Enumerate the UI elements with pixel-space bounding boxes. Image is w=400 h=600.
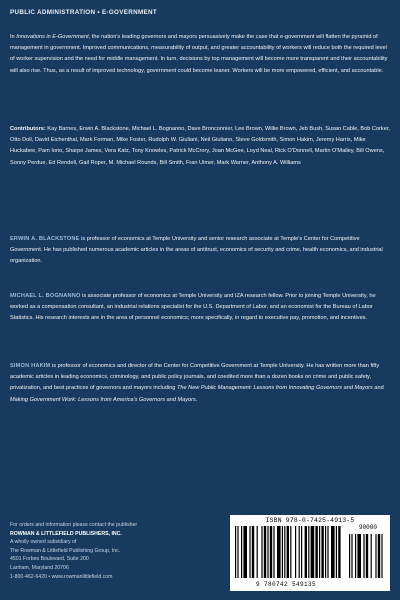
barcode-bar (321, 526, 323, 578)
bio-blackstone (10, 234, 390, 268)
addon-barcode-bars (349, 534, 383, 578)
barcode-bar (282, 526, 283, 578)
publisher-subsidiary-line: A wholly owned subsidiary of (10, 539, 77, 546)
barcode-bar (351, 534, 352, 578)
barcode-bar (299, 526, 300, 578)
bio-book-title-1: The New Public Management: Lessons from Innovating Governors and Mayors (176, 385, 373, 392)
bio-hakim (10, 361, 390, 406)
barcode-bar (375, 534, 376, 578)
barcode-bar (237, 526, 238, 578)
barcode-bar (327, 526, 328, 578)
barcode-bar (235, 526, 236, 578)
barcode-bar (381, 534, 382, 578)
bio-text: is associate professor of economics at Temple University and IZA research fellow. Prior to joining Temple University, he worked as a compensation consultant, an industrial relations specialist for the U.S. Department of Labor, and an economist for the Bureau of Labor Statistics. His research interests are in the area of personnel economics; more specifically, in regard to executive pay, promotion, and incentives. (10, 293, 376, 322)
barcode-bar (270, 526, 272, 578)
bio-end: . (195, 396, 198, 403)
barcode-bar (264, 526, 266, 578)
barcode-bar (305, 526, 307, 578)
bio-and: and (372, 385, 384, 392)
barcode-bar (241, 526, 242, 578)
barcode-bar (257, 526, 258, 578)
bio-name: ERWIN A. BLACKSTONE (10, 236, 80, 242)
bio-text: is professor of economics at Temple University and senior research associate at Temple's Center for Competitive Government. He has published numerous academic articles in the areas of antitrust, economics of security and crime, health economics, and industrial organization. (10, 236, 383, 265)
barcode-bar (277, 526, 281, 578)
barcode-box (230, 515, 390, 591)
barcode-bar (363, 534, 364, 578)
bio-bognanno (10, 291, 390, 325)
bio-name: SIMON HAKIM (10, 363, 51, 369)
intro-paragraph (10, 32, 390, 77)
barcode-addon: 90000 (358, 524, 377, 531)
barcode-bar (267, 526, 268, 578)
intro-text: , the nation's leading governors and mayors persuasively make the case that e-government will flatten the pyramid of management in government. Improved communications, measurability of output, and greater accountability of workers will reduce both the required level of worker supervision and the need for middle management. In turn, decisions by top management will become more transparent and their accountability will also rise. Thus, as a result of improved technology, government could become leaner. Workers will be more empowered, efficient, and accountable. (10, 34, 388, 74)
barcode-bar (355, 534, 356, 578)
barcode-bar (336, 526, 337, 578)
publisher-address: 4501 Forbes Boulevard, Suite 200 (10, 556, 89, 563)
barcode-bar (308, 526, 309, 578)
barcode-bar (378, 534, 380, 578)
barcode-bar (284, 526, 285, 578)
barcode-bar (243, 526, 247, 578)
contributors-names: Kay Barnes, Erwin A. Blackstone, Michael L. Bognanno, Dave Bronconnier, Lee Brown, Willie Brown, Jeb Bush, Susan Cable, Bob Corker, Otto Doll, David Eichenthal, Mark Forman, Mike Foster, Rudolph W. Giuliani, Neil Giuliano, Steve Goldsmith, Simon Hakim, Jeremy Harris, Mike Huckabee, Pam Iorio, Sharpe James, Vera Katz, Tony Knowles, Patrick McCrory, Joan McGee, Loyd Neal, Rick O'Donnell, Martin O'Malley, Bill Owens, Sonny Perdue, Ed Rendell, Gail Roper, M. Michael Rounds, Bill Smith, Fran Ulmer, Mark Warner, Anthony A. Williams (10, 126, 390, 166)
barcode-digits: 9 780742 549135 (255, 581, 316, 588)
barcode-bar (325, 526, 326, 578)
barcode-bar (315, 526, 317, 578)
barcode-bar (273, 526, 274, 578)
publisher-name: ROWMAN & LITTLEFIELD PUBLISHERS, INC. (10, 530, 122, 537)
contributors-label: Contributors: (10, 126, 46, 132)
contributors-paragraph (10, 124, 390, 169)
barcode-bar (252, 526, 254, 578)
ean-barcode-bars (235, 526, 341, 578)
barcode-bar (311, 526, 315, 578)
bio-text: is professor of economics and director of the Center for Competitive Government at Temple University. He has written more than fifty academic articles in leading economics, criminology, and public policy journals, and coedited more than a dozen books on crime and public safety, privatization, and best practices of governors and mayors including (10, 363, 380, 392)
barcode-bar (371, 534, 372, 578)
publisher-group: The Rowman & Littlefield Publishing Group, Inc. (10, 547, 121, 554)
bio-book-title-2: Making Government Work: Lessons from America's Governors and Mayors (10, 396, 196, 403)
publisher-info (10, 521, 210, 581)
publisher-phone-web: 1-800-462-6420 • www.rowmanlittlefield.com (10, 573, 113, 580)
barcode-bar (249, 526, 250, 578)
intro-book-title: Innovations in E-Government (16, 34, 89, 40)
bio-name: MICHAEL L. BOGNANNO (10, 293, 81, 299)
barcode-bar (261, 526, 262, 578)
barcode-bar (366, 534, 368, 578)
category-heading: PUBLIC ADMINISTRATION • E-GOVERNMENT (10, 9, 157, 16)
barcode-bar (331, 526, 335, 578)
isbn-text: ISBN 978-0-7425-4913-5 (265, 517, 355, 524)
publisher-contact-line: For orders and information please contact the publisher (10, 522, 138, 528)
publisher-city: Lanham, Maryland 20706 (10, 564, 69, 571)
intro-prefix: In (10, 34, 17, 40)
barcode-bar (349, 534, 350, 578)
barcode-bar (301, 526, 302, 578)
barcode-bar (319, 526, 320, 578)
barcode-bar (290, 526, 291, 578)
barcode-bar (295, 526, 296, 578)
barcode-bar (338, 526, 340, 578)
barcode-bar (357, 534, 361, 578)
barcode-bar (287, 526, 289, 578)
barcode-image (233, 526, 387, 580)
